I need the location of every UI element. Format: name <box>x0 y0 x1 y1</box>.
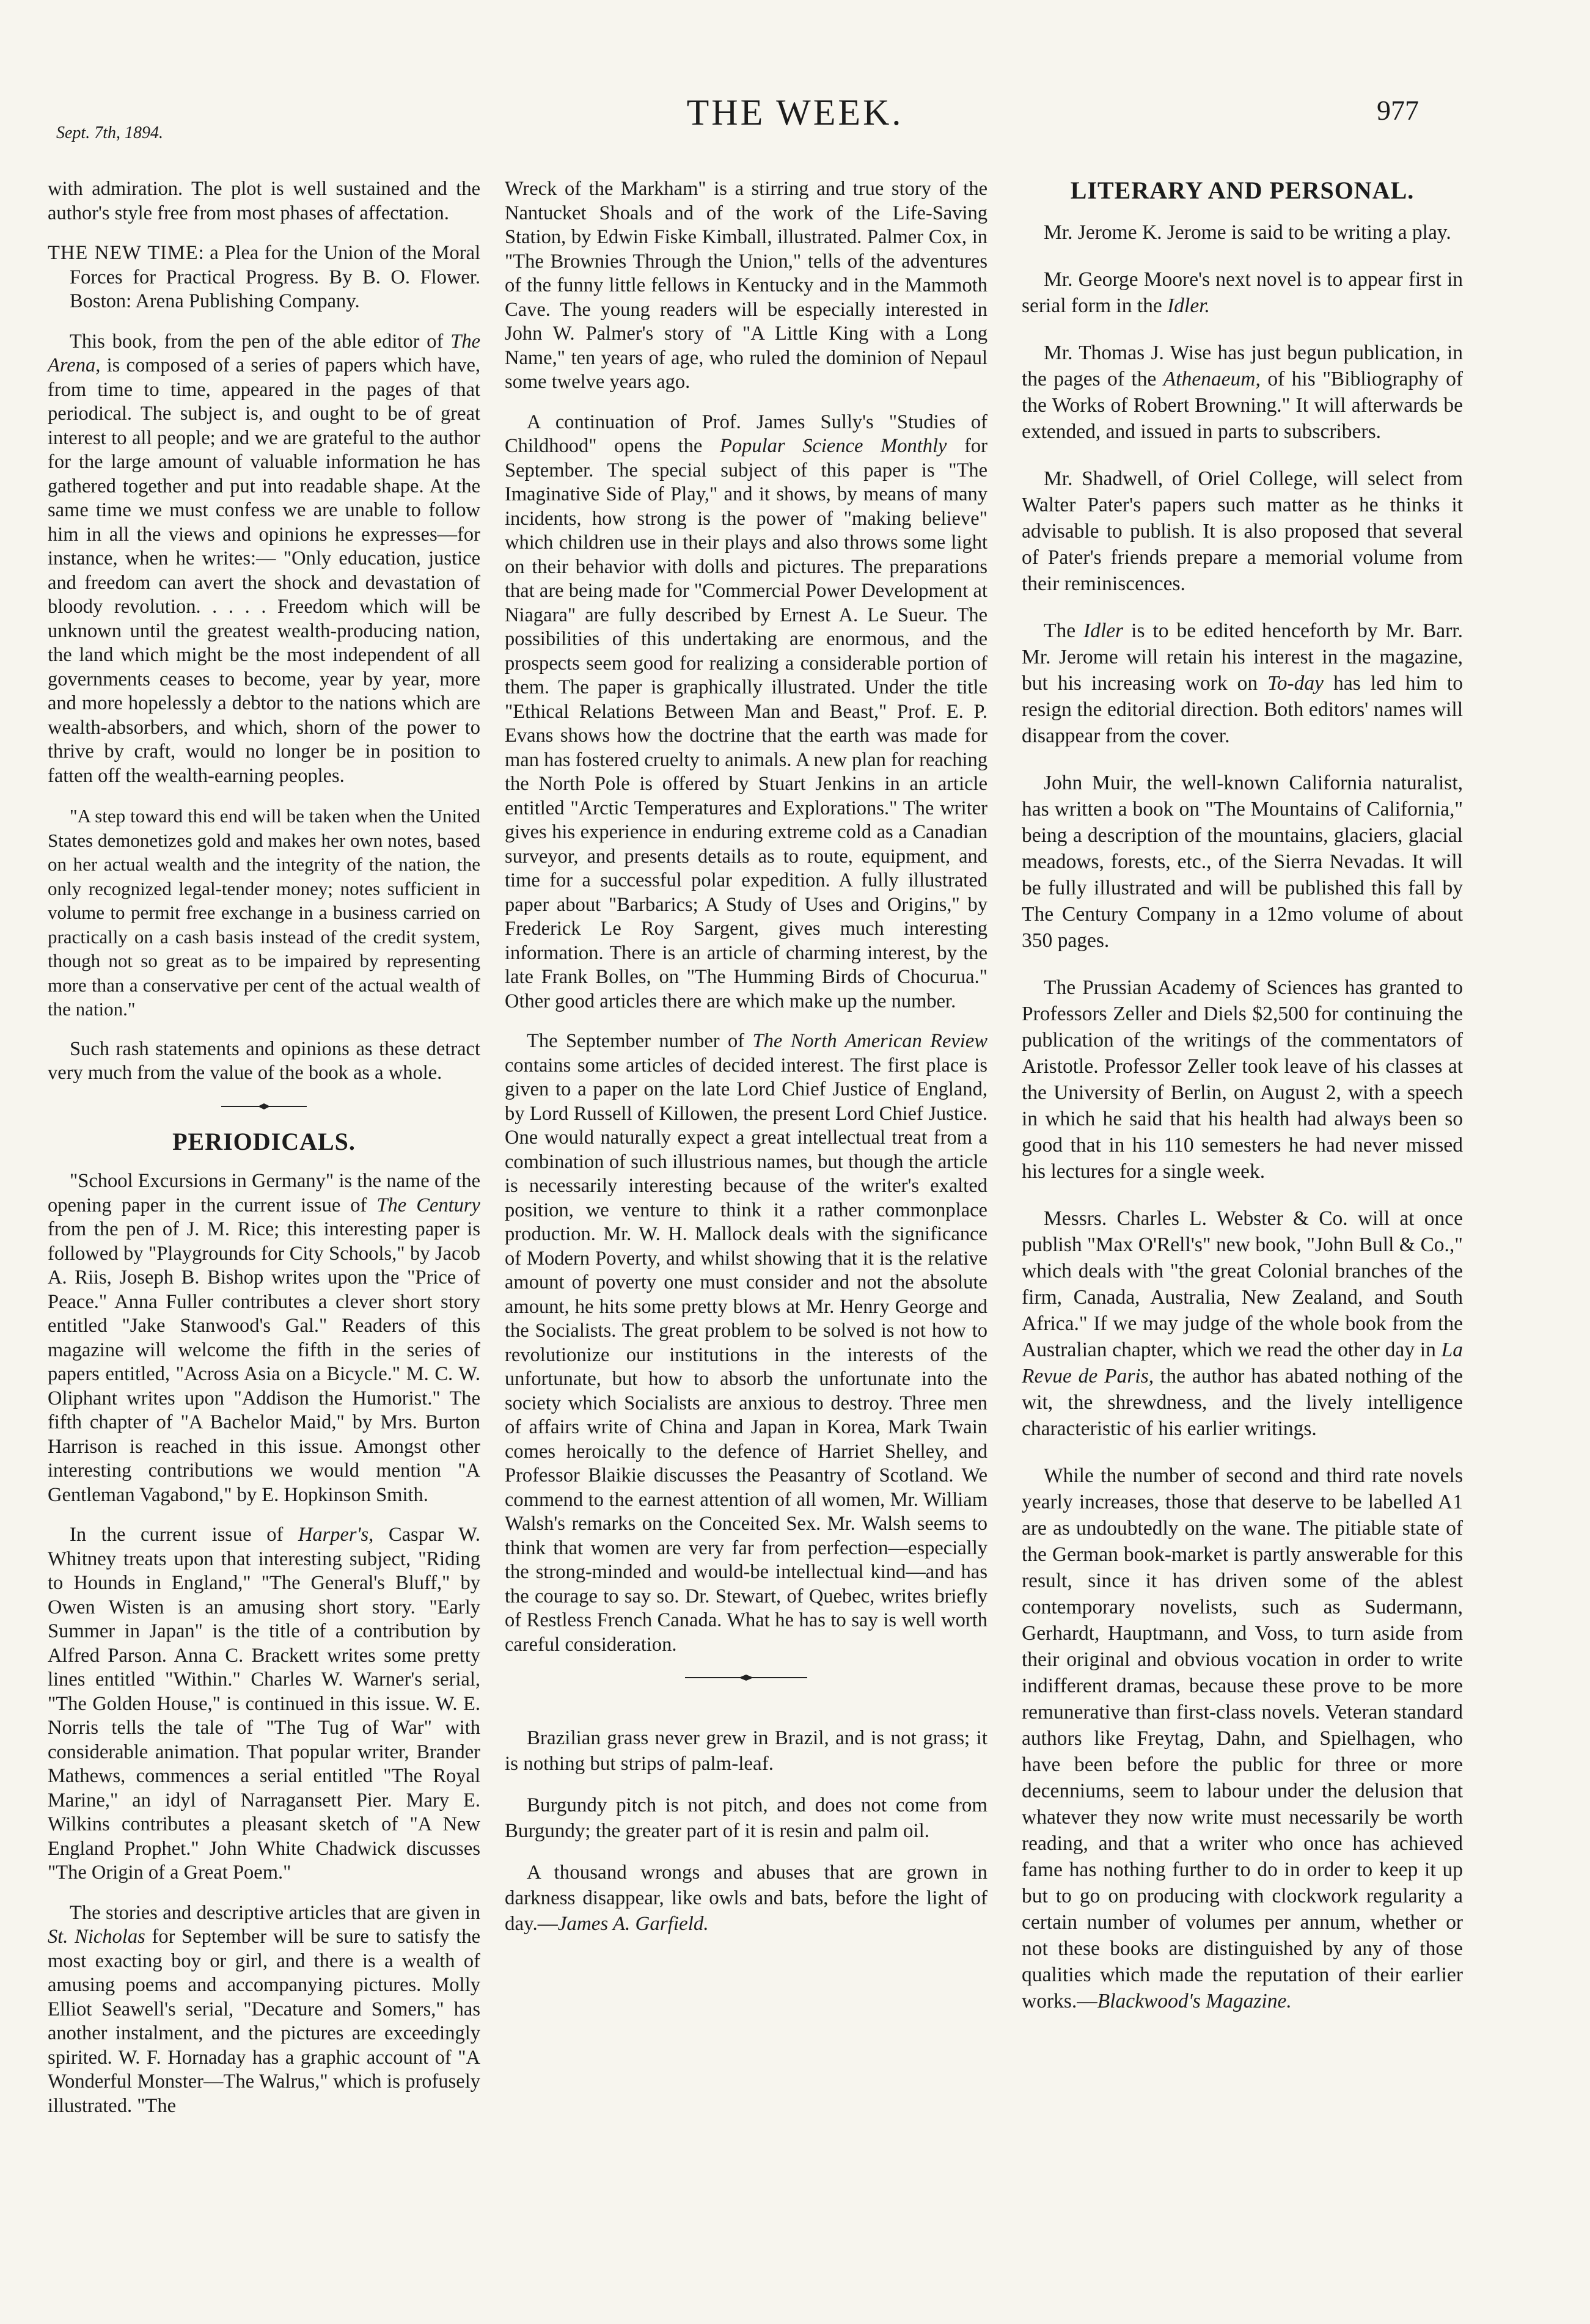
miscellany <box>505 1725 987 1937</box>
periodical-popular-science: A continuation of Prof. James Sully's "Studies of Childhood" opens the Popular Science Monthly for September. The special subject of this paper is "The Imaginative Side of Play," and it shows, by means of many incidents, how strong is the power of "making believe" which children use in their plays and also throws some light on their behavior with dolls and pictures. The preparations that are being made for "Commercial Power Development at Niagara" are fully described by Ernest A. Le Sueur. The possibilities of this undertaking are enormous, and the prospects seem good for realizing a considerable portion of them. The paper is graphically illustrated. Under the title "Ethical Relations Between Man and Beast," Prof. E. P. Evans shows how the doctrine that the earth was made for man has fostered cruelty to animals. A new plan for reaching the North Pole is offered by Stuart Jenkins in an article entitled "Arctic Temperatures and Explorations." The writer gives his experience in enduring extreme cold as a Canadian surveyor, and presents details as to route, equipment, and time for a successful polar expedition. A fully illustrated paper about "Barbarics; A Study of Uses and Origins," by Frederick Le Roy Sargent, gives much interesting information. There is an article of charming interest, by the late Frank Bolles, on "The Humming Birds of Chocurua." Other good articles there are which make up the number. <box>505 411 987 1012</box>
newspaper-title: THE WEEK. <box>686 92 904 133</box>
book-title: THE NEW TIME <box>48 242 199 264</box>
column-middle <box>505 177 987 1953</box>
book-review-quote: "A step toward this end will be taken when the United States demonetizes gold and makes her own notes, based on her actual wealth and the integrity of the nation, the only recognized legal-tender money; notes sufficient in volume to permit free exchange in a business carried on practically on a cash basis instead of the credit system, though not so great as to be impaired by representing more than a conservative per cent of the actual wealth of the nation." <box>48 805 480 1020</box>
book-review-conclusion: Such rash statements and opinions as these detract very much from the value of the book as a whole. <box>48 1037 480 1084</box>
garfield-quote: A thousand wrongs and abuses that are grown in darkness disappear, like owls and bats, before the light of day.—James A. Garfield. <box>505 1862 987 1935</box>
periodicals-heading: PERIODICALS. <box>172 1127 356 1155</box>
review-ending: with admiration. The plot is well sustained and the author's style free from most phases of affectation. <box>48 178 480 224</box>
german-novels-note: While the number of second and third rate novels yearly increases, those that deserve to be labelled A1 are as undoubtedly on the wane. The pitiable state of the German book-market is partly answerable for this result, since it has driven some of the ablest contemporary novelists, such as Sudermann, Gerhardt, Hauptmann, and Voss, to turn aside from their original and obvious vocation in order to write indifferent dramas, because these prove to be more remunerative than first-class novels. Veteran standard authors like Freytag, Dahn, and Spielhagen, who have been before the public for three or more decenniums, seem to labour under the delusion that whatever they now write must necessarily be worth reading, and that a writer who once has achieved fame has nothing further to do in order to keep it up but to go on producing with clockwork regularity a certain number of volumes per annum, whether or not these books are distinguished by any of those qualities which made the reputation of their earlier works.—Blackwood's Magazine. <box>1022 1464 1463 2012</box>
book-review-paragraph: This book, from the pen of the able editor of The Arena, is composed of a series of papers which have, from time to time, appeared in the pages of that periodical. The subject is, and ought to be of great interest to all people; and we are grateful to the author for the large amount of valuable information he has gathered together and put into readable shape. At the same time we must confess we are unable to follow him in all the views and opinions he expresses—for instance, when he writes:— "Only education, justice and freedom can avert the shock and devastation of bloody revolution. . . . . Freedom which will be unknown until the greatest wealth-producing nation, the land which might be the most independent of all governments ceases to become, year by year, more and more hopelessly a debtor to the nations which are wealth-absorbers, and which, shorn of the power to thrive by craft, would no longer be in position to fatten off the wealth-earning peoples. <box>48 330 480 787</box>
book-details: : a Plea for the Union of the Moral Forces for Practical Progress. By B. O. Flower. Boston: Arena Publishing Company. <box>70 242 480 312</box>
periodical-harpers: In the current issue of Harper's, Caspar W. Whitney treats upon that interesting subject, "Riding to Hounds in England," "The General's Bluff," by Owen Wisten is an amusing short story. "Early Summer in Japan" is the title of a contribution by Alfred Parson. Anna C. Brackett writes some pretty lines entitled "Within." Charles W. Warner's serial, "The Golden House," is continued in this issue. W. E. Norris tells the tale of "The Tug of War" with considerable animation. That popular writer, Brander Mathews, commences a serial entitled "The Royal Marine," an idyl of Narragansett Pier. Mary E. Wilkins contributes a pleasant sketch of "A New England Prophet." John White Chadwick discusses "The Origin of a Great Poem." <box>48 1524 480 1884</box>
section-divider <box>505 1673 987 1683</box>
book-heading <box>48 241 480 314</box>
literary-personal-heading: LITERARY AND PERSONAL. <box>1070 177 1415 204</box>
issue-date: Sept. 7th, 1894. <box>56 123 163 142</box>
periodical-north-american-review: The September number of The North American Review contains some articles of decided interest. The first place is given to a paper on the late Lord Chief Justice of England, by Lord Russell of Killowen, the present Lord Chief Justice. One would naturally expect a great intellectual treat from a combination of such illustrious names, but though the article is necessarily interesting because of the writer's exalted position, we venture to think it a rather commonplace production. Mr. W. H. Mallock deals with the significance of Modern Poverty, and whilst showing that it is the relative amount of poverty one must consider and not the absolute amount, he hits some pretty blows at Mr. Henry George and the Socialists. The great problem to be solved is not how to revolutionize our institutions in the interests of the unfortunate, but how to absorb the unfortunate into the society which Socialists are anxious to destroy. Three men of affairs write of China and Japan in Korea, Mark Twain comes heroically to the defence of Harriet Shelley, and Professor Blaikie discusses the Peasantry of Scotland. We commend to the earnest attention of all women, Mr. William Walsh's remarks on the Conceited Sex. Mr. Walsh seems to think that women are very far from perfection—especially the strong-minded and would-be intellectual kind—and has the courage to say so. Dr. Stewart, of Quebec, writes briefly of Restless French Canada. What he has to say is well worth careful consideration. <box>505 1030 988 1656</box>
periodical-st-nicholas: The stories and descriptive articles that are given in St. Nicholas for September will be sure to satisfy the most exacting boy or girl, and there is a wealth of amusing poems and accompanying pictures. Molly Elliot Seawell's serial, "Decature and Somers," has another instalment, and the pictures are exceedingly spirited. W. F. Hornaday has a graphic account of "A Wonderful Monster—The Walrus," which is profusely illustrated. "The <box>48 1901 481 2117</box>
section-divider <box>48 1102 480 1111</box>
wise-note: Mr. Thomas J. Wise has just begun publication, in the pages of the Athenaeum, of his "Bibliography of the Works of Robert Browning." It will afterwards be extended, and issued in parts to subscribers. <box>1022 342 1463 443</box>
idler-note: The Idler is to be edited henceforth by Mr. Barr. Mr. Jerome will retain his interest in the magazine, but his increasing work on To-day has led him to resign the editorial direction. Both editors' names will disappear from the cover. <box>1022 619 1463 747</box>
jerome-note: Mr. Jerome K. Jerome is said to be writing a play. <box>1044 221 1451 244</box>
column-right <box>1022 177 1463 2035</box>
masthead <box>0 92 1590 147</box>
webster-note: Messrs. Charles L. Webster & Co. will at once publish "Max O'Rell's" new book, "John Bull & Co.," which deals with "the great Colonial branches of the firm, Canada, Australia, New Zealand, and South Africa." If we may judge of the whole book from the Australian chapter, which we read the other day in La Revue de Paris, the author has abated nothing of the wit, the shrewdness, and the lively intelligence characteristic of his earlier writings. <box>1022 1207 1463 1440</box>
brazilian-grass-note: Brazilian grass never grew in Brazil, and is not grass; it is nothing but strips of palm-leaf. <box>505 1727 987 1775</box>
burgundy-pitch-note: Burgundy pitch is not pitch, and does not come from Burgundy; the greater part of it is resin and palm oil. <box>505 1794 987 1842</box>
prussian-academy-note: The Prussian Academy of Sciences has granted to Professors Zeller and Diels $2,500 for continuing the publication of the writings of the commentators of Aristotle. Professor Zeller took leave of his classes at the University of Berlin, on August 2, with a speech in which he said that his health had always been so good that in his 110 semesters he had never missed his lectures for a single week. <box>1022 976 1463 1183</box>
moore-note: Mr. George Moore's next novel is to appear first in serial form in the Idler. <box>1022 268 1463 317</box>
periodical-century: "School Excursions in Germany" is the name of the opening paper in the current issue of The Century from the pen of J. M. Rice; this interesting paper is followed by "Playgrounds for City Schools," by Jacob A. Riis, Joseph B. Bishop writes upon the "Price of Peace." Anna Fuller contributes a clever short story entitled "Jake Stanwood's Gal." Readers of this magazine will welcome the fifth in the series of papers entitled, "Across Asia on a Bicycle." M. C. W. Oliphant writes upon "Addison the Humorist." The fifth chapter of "A Bachelor Maid," by Mrs. Burton Harrison is reached in this issue. Amongst other interesting contributions we would mention "A Gentleman Vagabond," by E. Hopkinson Smith. <box>48 1170 480 1506</box>
column-left <box>48 177 480 2134</box>
st-nicholas-continued: Wreck of the Markham" is a stirring and true story of the Nantucket Shoals and of the work of the Life-Saving Station, by Edwin Fiske Kimball, illustrated. Palmer Cox, in "The Brownies Through the Union," tells of the adventures of the funny little fellows in Kentucky and in the Mammoth Cave. The young readers will be especially interested in John W. Palmer's story of "A Little King with a Long Name," ten years of age, who ruled the dominion of Nepaul some twelve years ago. <box>505 178 987 393</box>
page-number: 977 <box>1377 95 1419 126</box>
muir-note: John Muir, the well-known California naturalist, has written a book on "The Mountains of California," being a description of the mountains, glaciers, glacial meadows, forests, etc., of the Sierra Nevadas. It will be fully illustrated and will be published this fall by The Century Company in a 12mo volume of about 350 pages. <box>1022 772 1463 952</box>
shadwell-note: Mr. Shadwell, of Oriel College, will select from Walter Pater's papers such matter as he thinks it advisable to publish. It is also proposed that several of Pater's friends prepare a memorial volume from their reminiscences. <box>1022 467 1463 595</box>
